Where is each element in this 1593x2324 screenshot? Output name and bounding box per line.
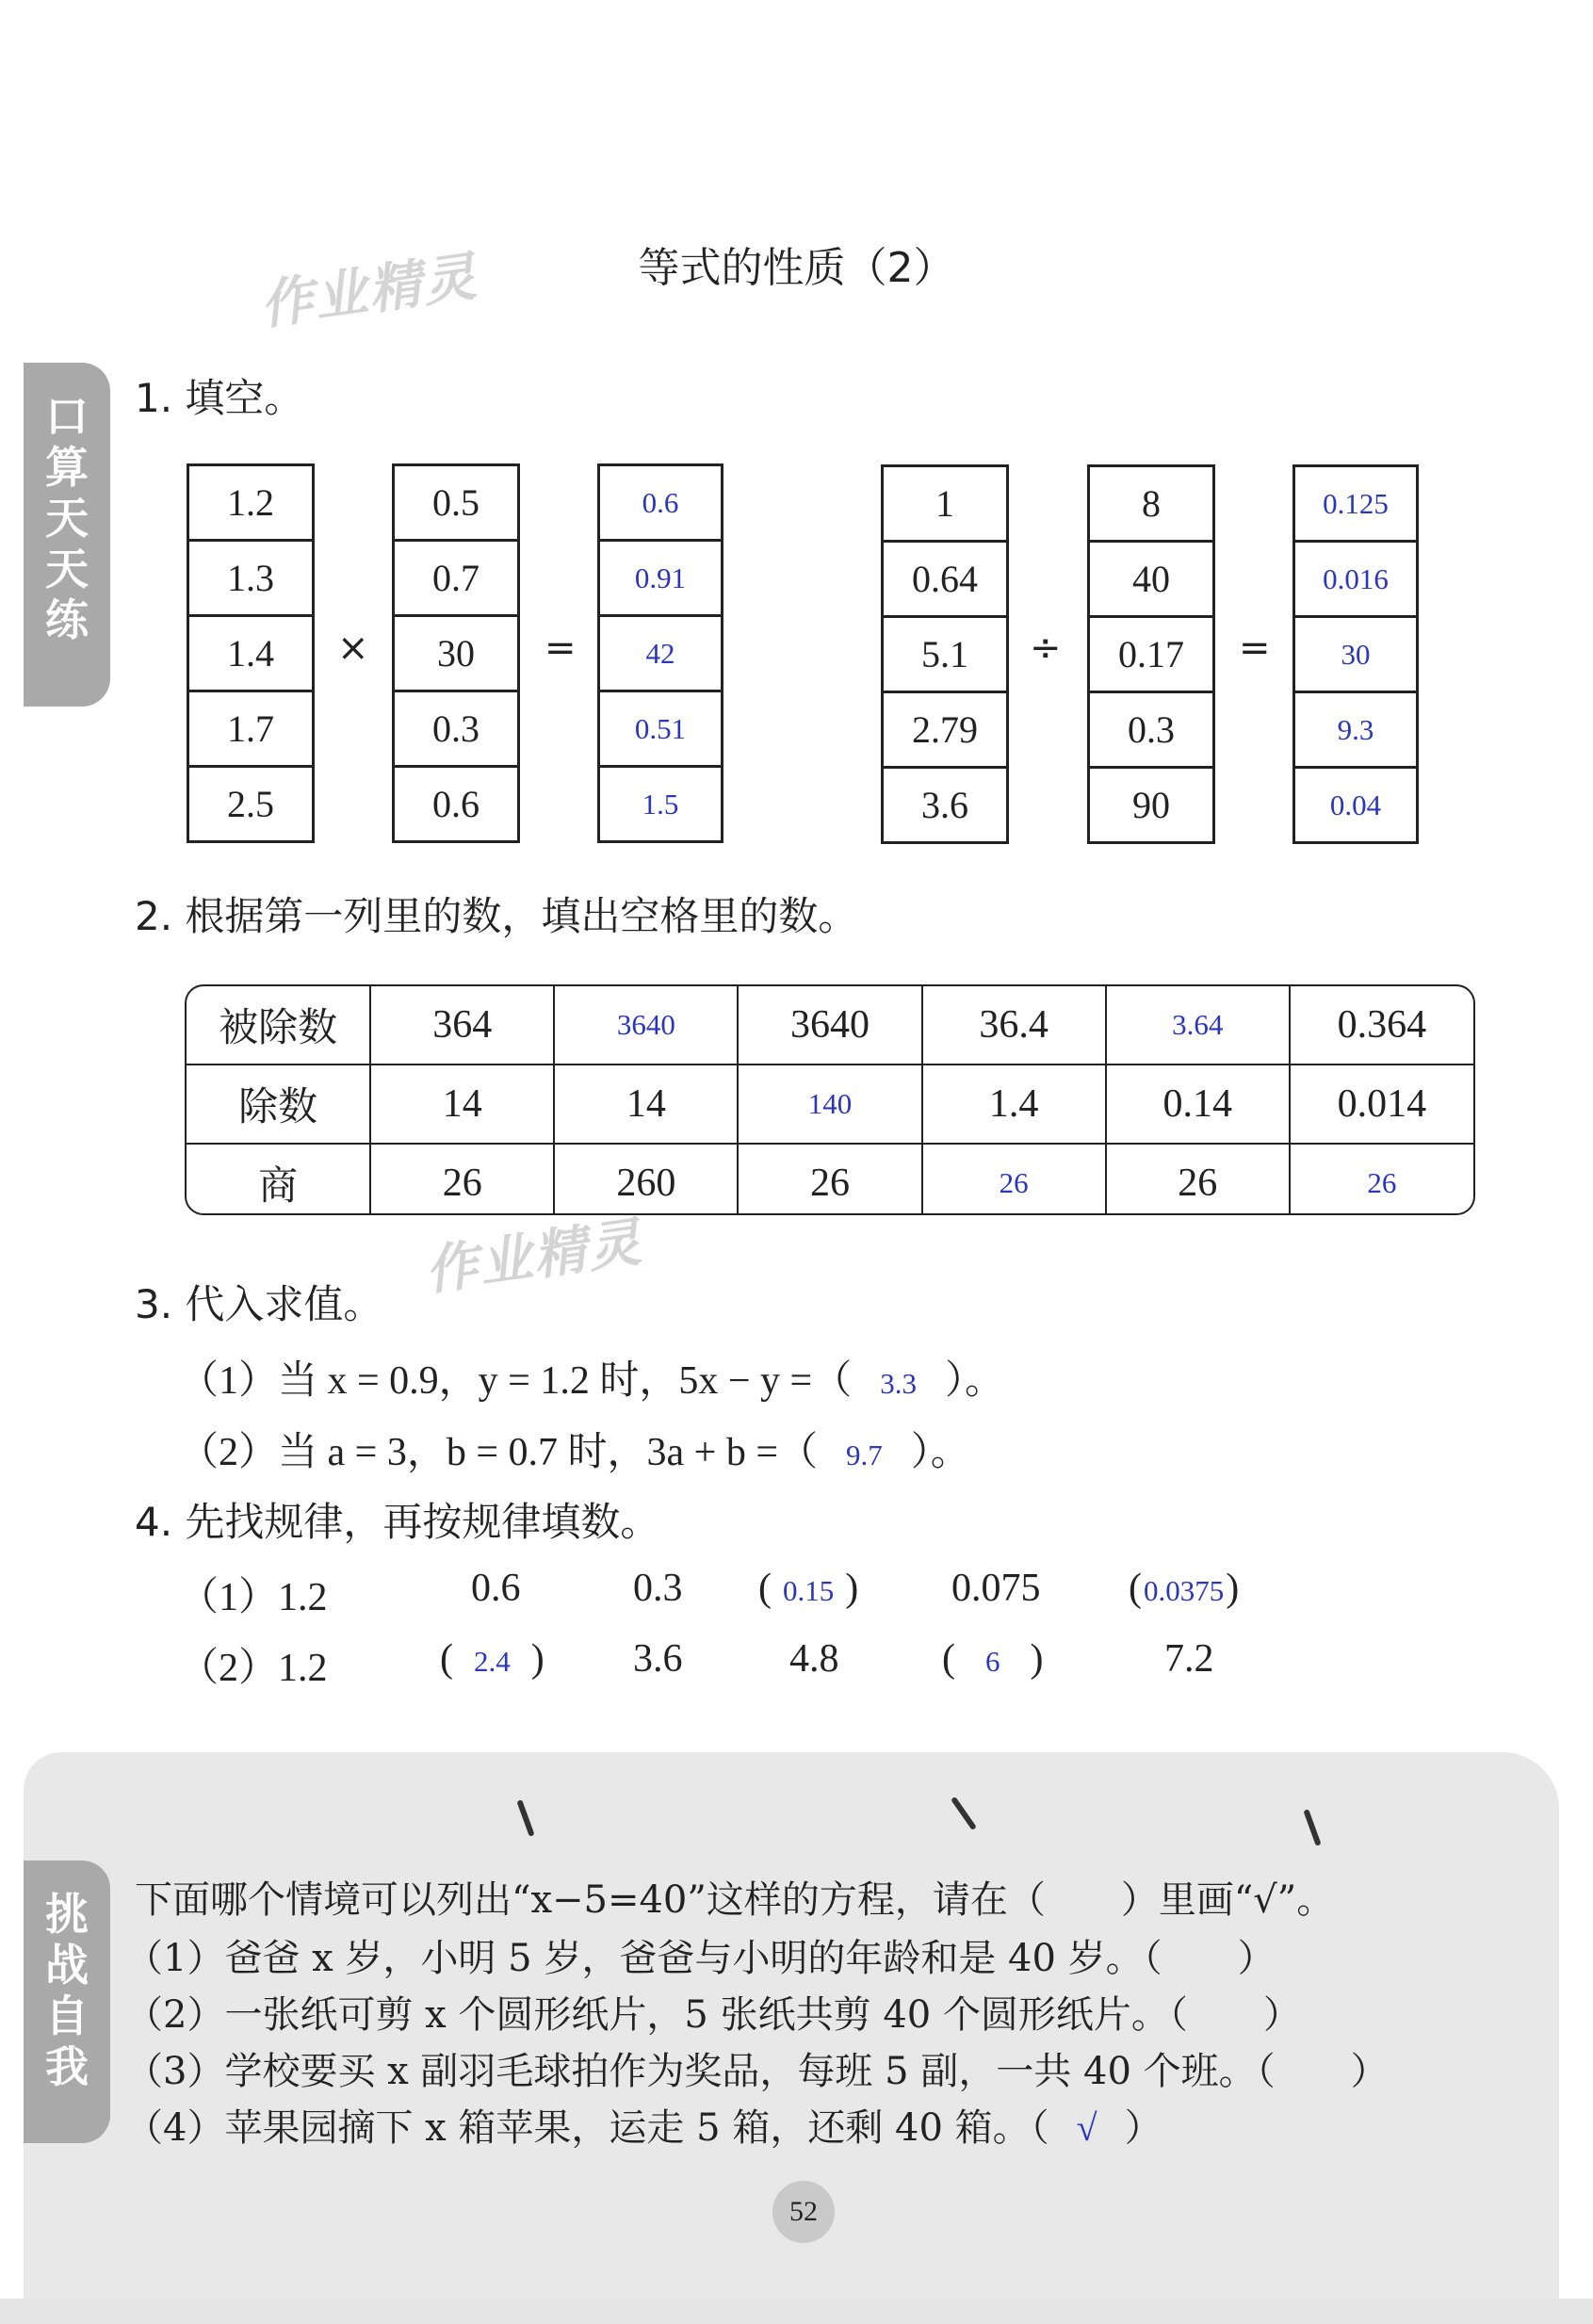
- q3-item-2-answer: 9.7: [846, 1438, 883, 1471]
- grid-cell: 1.3: [189, 542, 312, 617]
- answer-cell: 0.016: [1295, 543, 1416, 618]
- table-row: [187, 1064, 1473, 1144]
- side-tab-char: 天: [45, 493, 89, 544]
- table-cell: 14: [370, 1064, 554, 1144]
- q3-item-1-suffix: ）。: [945, 1359, 1005, 1403]
- equals-sign: =: [1239, 626, 1271, 670]
- grid-cell: 0.64: [884, 543, 1006, 618]
- table-cell: 14: [554, 1064, 738, 1144]
- q4-row1-value: 0.3: [633, 1567, 683, 1610]
- side-tab-char: 自: [45, 1991, 89, 2041]
- table-cell: 1.4: [922, 1064, 1106, 1144]
- challenge-item-text: （2）一张纸可剪 x 个圆形纸片，5 张纸共剪 40 个圆形纸片。（: [125, 1993, 1188, 2037]
- side-tab-char: 我: [45, 2041, 89, 2092]
- row-label: 被除数: [187, 986, 370, 1064]
- challenge-item-text: （3）学校要买 x 副羽毛球拍作为奖品，每班 5 副，一共 40 个班。（: [125, 2050, 1276, 2093]
- answer-cell: 140: [738, 1064, 921, 1144]
- q4-row2-value: 4.8: [789, 1637, 839, 1681]
- challenge-item: [125, 1928, 1276, 1982]
- grid-cell: 90: [1132, 784, 1170, 826]
- equals-sign: =: [545, 626, 577, 670]
- grid-cell: 0.3: [1090, 693, 1212, 769]
- grid-cell: 0.5: [395, 466, 517, 542]
- challenge-item-text: （1）爸爸 x 岁，小明 5 岁，爸爸与小明的年龄和是 40 岁。（: [125, 1937, 1162, 1980]
- division-table: [185, 984, 1475, 1215]
- answer-cell: 26: [1290, 1144, 1473, 1215]
- div-answer-col: [1292, 464, 1419, 844]
- div-col-a: [881, 464, 1009, 844]
- side-tab-char: 口: [45, 391, 89, 442]
- side-tab-char: 算: [45, 442, 89, 493]
- grid-cell: 2.5: [227, 783, 274, 825]
- q4-row2-value: 7.2: [1164, 1637, 1214, 1681]
- mul-col-b: [392, 463, 520, 843]
- side-tab-oral-practice: [24, 363, 110, 707]
- q4-row1-answer: 0.0375: [1144, 1574, 1225, 1607]
- q4-row2-label: （2）1.2: [179, 1647, 328, 1690]
- multiply-sign: ×: [337, 626, 369, 670]
- grid-cell: 0.6: [432, 783, 480, 825]
- grid-cell: 0.17: [1090, 618, 1212, 693]
- q3-item-2-suffix: ）。: [910, 1431, 970, 1474]
- mul-answer-col: [597, 463, 723, 843]
- q4-row1-label: （1）1.2: [179, 1576, 328, 1619]
- q3-item-2-text: （2）当 a = 3，b = 0.7 时，3a + b =（: [179, 1431, 819, 1474]
- grid-cell: 0.3: [395, 692, 517, 768]
- q3-item-2: [179, 1421, 970, 1477]
- answer-cell: 0.04: [1329, 788, 1382, 821]
- watermark: 作业精灵: [421, 1211, 647, 1303]
- table-row: [187, 1144, 1473, 1215]
- challenge-item-close: ）: [1124, 2106, 1162, 2150]
- answer-cell: 1.5: [642, 787, 679, 821]
- answer-cell: 0.6: [600, 466, 721, 542]
- table-cell: 0.14: [1106, 1064, 1290, 1144]
- table-cell: 3640: [738, 986, 921, 1064]
- answer-cell: 0.91: [600, 542, 721, 617]
- side-tab-char: 天: [45, 544, 89, 594]
- table-cell: 26: [738, 1144, 921, 1215]
- challenge-item: [125, 2098, 1162, 2152]
- challenge-item: [125, 1985, 1301, 2039]
- grid-cell: 2.79: [884, 693, 1006, 769]
- q4-row2-blank: ( 6 ): [942, 1637, 1044, 1681]
- q4-row1-value: 0.6: [471, 1567, 521, 1610]
- row-label: 商: [187, 1144, 370, 1215]
- grid-cell: 1.4: [189, 617, 312, 692]
- row-label: 除数: [187, 1064, 370, 1144]
- challenge-answer: √: [1076, 2106, 1097, 2149]
- page-number: 52: [772, 2181, 835, 2243]
- table-cell: 0.364: [1290, 986, 1473, 1064]
- q3-item-1-text: （1）当 x = 0.9，y = 1.2 时，5x − y =（: [179, 1359, 853, 1403]
- challenge-item: [125, 2041, 1389, 2095]
- grid-cell: 3.6: [921, 784, 968, 826]
- grid-cell: 30: [395, 617, 517, 692]
- q4-row2-answer: 2.4: [474, 1645, 511, 1678]
- mul-col-a: [187, 463, 315, 843]
- answer-cell: 0.51: [600, 692, 721, 768]
- q4-row1-value: 0.075: [951, 1567, 1041, 1610]
- q4-row2-answer: 6: [985, 1645, 1000, 1678]
- answer-cell: 42: [600, 617, 721, 692]
- table-cell: 260: [554, 1144, 738, 1215]
- answer-cell: 26: [922, 1144, 1106, 1215]
- answer-cell: 0.125: [1295, 467, 1416, 543]
- challenge-item-close: ）: [1262, 1993, 1301, 2037]
- answer-cell: 9.3: [1295, 693, 1416, 769]
- q4-row2-blank: ( 2.4 ): [440, 1637, 545, 1681]
- q4-row2-value: 3.6: [633, 1637, 683, 1681]
- q3-item-1-answer: 3.3: [880, 1367, 917, 1400]
- grid-cell: 40: [1090, 543, 1212, 618]
- challenge-item-close: ）: [1350, 2050, 1389, 2093]
- table-cell: 26: [370, 1144, 554, 1215]
- q4-row1-blank: (0.0375): [1129, 1567, 1240, 1610]
- watermark: 作业精灵: [256, 246, 482, 337]
- grid-cell: 5.1: [884, 618, 1006, 693]
- grid-cell: 1.2: [189, 466, 312, 542]
- challenge-item-close: ）: [1237, 1937, 1276, 1980]
- challenge-intro: 下面哪个情境可以列出“x−5=40”这样的方程，请在（ ）里画“√”。: [135, 1878, 1335, 1922]
- side-tab-char: 挑: [45, 1889, 89, 1940]
- grid-cell: 0.7: [395, 542, 517, 617]
- table-cell: 26: [1106, 1144, 1290, 1215]
- q4-row1-answer: 0.15: [783, 1574, 835, 1607]
- table-cell: 364: [370, 986, 554, 1064]
- q4-row1-blank: ( 0.15 ): [758, 1567, 859, 1610]
- page-title: 等式的性质（2）: [638, 244, 955, 292]
- q3-item-1: [179, 1349, 1004, 1406]
- challenge-item-text: （4）苹果园摘下 x 箱苹果，运走 5 箱，还剩 40 箱。（: [125, 2106, 1049, 2150]
- q1-heading: 1. 填空。: [135, 375, 304, 421]
- div-col-b: [1087, 464, 1215, 844]
- side-tab-char: 战: [45, 1940, 89, 1991]
- side-tab-challenge: [24, 1861, 110, 2143]
- grid-cell: 1.7: [189, 692, 312, 768]
- side-tab-char: 练: [45, 594, 89, 645]
- answer-cell: 3.64: [1106, 986, 1290, 1064]
- table-cell: 36.4: [922, 986, 1106, 1064]
- q4-heading: 4. 先找规律，再按规律填数。: [135, 1499, 660, 1545]
- divide-sign: ÷: [1030, 626, 1062, 670]
- footer-band: [0, 2299, 1593, 2324]
- answer-cell: 30: [1295, 618, 1416, 693]
- answer-cell: 3640: [554, 986, 738, 1064]
- q2-heading: 2. 根据第一列里的数，填出空格里的数。: [135, 893, 858, 939]
- table-row: [187, 986, 1473, 1064]
- table-cell: 0.014: [1290, 1064, 1473, 1144]
- grid-cell: 8: [1090, 467, 1212, 543]
- grid-cell: 1: [884, 467, 1006, 543]
- q3-heading: 3. 代入求值。: [135, 1281, 383, 1327]
